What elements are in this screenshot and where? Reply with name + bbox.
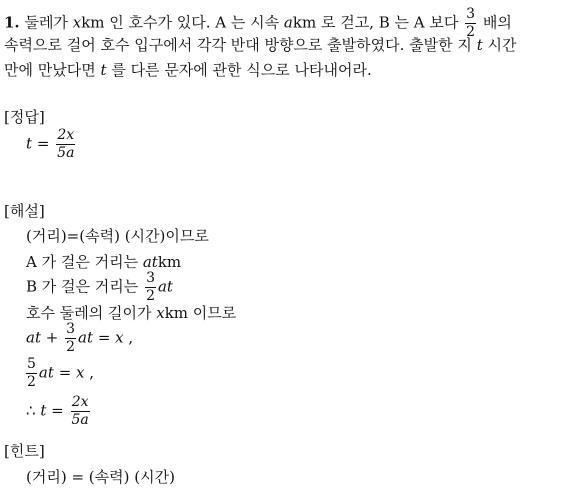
fraction-denominator: 2: [466, 24, 476, 40]
math-op: =: [58, 363, 72, 382]
fraction-numerator: 2x: [71, 394, 89, 410]
solution-text: A 가 걸은 거리는: [26, 253, 139, 271]
math-var: at: [38, 363, 54, 382]
solution-header: [해설]: [4, 202, 45, 220]
math-punct: ,: [128, 328, 134, 347]
fraction: [56, 128, 75, 161]
math-var: x: [156, 304, 165, 322]
fraction-denominator: 2: [66, 339, 76, 355]
solution-text: B 가 걸은 거리는: [26, 277, 139, 296]
solution-line-7: [26, 395, 92, 428]
math-var: a: [283, 13, 293, 32]
solution-line-6: [26, 357, 94, 390]
problem-text: 속력으로 걸어 호수 입구에서 각각 반대 방향으로 출발하였다. 출발한 지: [4, 36, 472, 54]
math-var: x: [115, 328, 124, 347]
problem-number: 1.: [4, 13, 20, 32]
math-var: x: [72, 13, 82, 32]
solution-line-1: (거리)=(속력) (시간)이므로: [26, 227, 209, 245]
math-var: t: [476, 36, 483, 54]
math-var: at: [157, 277, 173, 296]
problem-text: km 인 호수가 있다. A 는 시속: [81, 13, 280, 32]
fraction-denominator: 5a: [57, 145, 75, 161]
problem-text: 만에 만났다면: [4, 61, 96, 79]
hint-header: [힌트]: [4, 442, 45, 460]
problem-text: 시간: [487, 36, 517, 54]
answer-equation: [26, 128, 77, 161]
fraction-numerator: 2x: [57, 127, 75, 143]
math-var: at: [26, 328, 41, 347]
fraction-denominator: 5a: [71, 412, 89, 428]
fraction-numerator: 3: [146, 270, 155, 286]
solution-line-4: [26, 304, 236, 322]
fraction: [145, 271, 156, 304]
math-op: +: [45, 328, 59, 347]
problem-text: 둘레가: [24, 13, 68, 32]
math-var: x: [76, 363, 85, 382]
solution-line-5: [26, 322, 133, 355]
hint-text: (거리) = (속력) (시간): [26, 468, 175, 486]
answer-header: [정답]: [4, 108, 45, 126]
solution-line-2: [26, 253, 181, 271]
solution-text: km: [157, 253, 182, 271]
fraction: [71, 395, 90, 428]
problem-text: 를 다른 문자에 관한 식으로 나타내어라.: [111, 61, 372, 79]
fraction: [26, 357, 37, 390]
therefore-symbol: ∴: [26, 401, 36, 420]
math-op: =: [36, 134, 50, 153]
math-punct: ,: [89, 363, 95, 382]
fraction: [65, 322, 76, 355]
problem-line-3: [4, 61, 372, 79]
math-var: at: [142, 253, 158, 271]
math-var: t: [100, 61, 107, 79]
solution-line-3: [26, 271, 173, 304]
problem-text: km 로 걷고, B 는 A 보다: [292, 13, 459, 32]
fraction-denominator: 2: [27, 374, 36, 390]
math-op: =: [97, 328, 111, 347]
fraction-numerator: 3: [466, 6, 476, 22]
math-var: t: [40, 401, 47, 420]
math-var: t: [26, 134, 33, 153]
problem-line-2: [4, 36, 516, 54]
problem-text: 배의: [482, 13, 512, 32]
fraction-numerator: 5: [27, 356, 36, 372]
math-op: =: [51, 401, 64, 420]
fraction-denominator: 2: [146, 288, 155, 304]
fraction-numerator: 3: [66, 321, 76, 337]
math-var: at: [78, 328, 94, 347]
solution-text: km 이므로: [164, 304, 237, 322]
solution-text: 호수 둘레의 길이가: [26, 304, 152, 322]
